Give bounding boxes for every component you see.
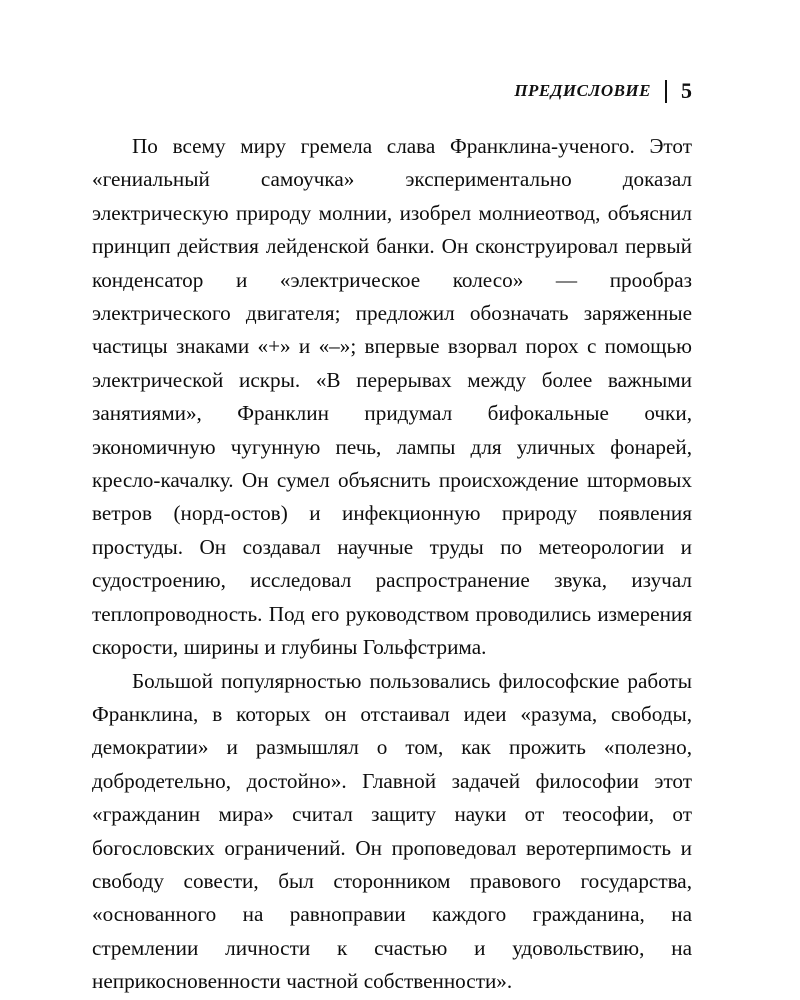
running-head-chapter-title: ПРЕДИСЛОВИЕ	[514, 81, 651, 100]
paragraph: Большой популярностью пользовались философские работы Франклина, в которых он отстаивал идеи «разума, свободы, демократии» и размышлял о том, как прожить «полезно, добродетельно, достойно». Главной задачей философии этот «гражданин мира» считал защиту науки от теософии, от богословских ограничений. Он проповедовал веротерпимость и свободу совести, был сторонником правового государства, «основанного на равноправии каждого гражданина, на стремлении личности к счастью и удовольствию, на неприкосновенности частной собственности».	[92, 668, 692, 994]
body-text	[92, 130, 692, 999]
page-number: 5	[681, 78, 692, 103]
running-head	[92, 74, 692, 108]
running-head-divider	[665, 80, 667, 103]
paragraph: По всему миру гремела слава Франклина-ученого. Этот «гениальный самоучка» экспериментально доказал электрическую природу молнии, изобрел молниеотвод, объяснил принцип действия лейденской банки. Он сконструировал первый конденсатор и «электрическое колесо» — прообраз электрического двигателя; предложил обозначать заряженные частицы знаками «+» и «–»; впервые взорвал порох с помощью электрической искры. «В перерывах между более важными занятиями», Франклин придумал бифокальные очки, экономичную чугунную печь, лампы для уличных фонарей, кресло-качалку. Он сумел объяснить происхождение штормовых ветров (норд-остов) и инфекционную природу появления простуды. Он создавал научные труды по метеорологии и судостроению, исследовал распространение звука, изучал теплопроводность. Под его руководством проводились измерения скорости, ширины и глубины Гольфстрима.	[92, 134, 692, 660]
